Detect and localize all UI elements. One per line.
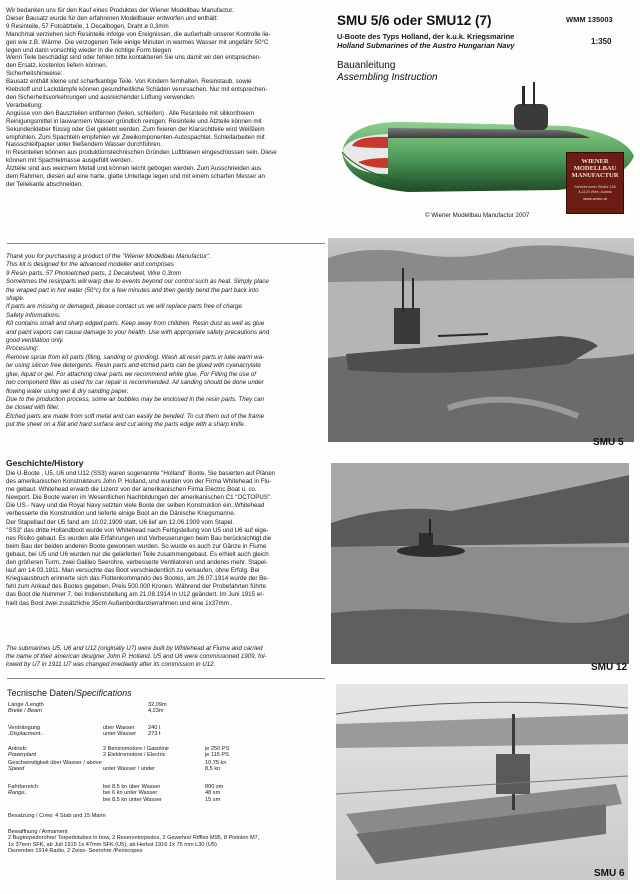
history-german: Die U-Boote , U5, U6 und U12 (SS3) waren sogenannte "Holland" Boote. Sie basierten auf Plänen des amerikanischen Konstrukteurs John P. Holland, und wurden von der Firma Whitehead in Flu- me gebaut. Whitehead erwarb die Lizenz von der amerikanischen Firma Electric Boat u. co. Newport. Die Boote waren im Wesentlichen Nachbildungen der amerikanischen C1 "OCTOPUS". Die US.- Navy und die Royal Navy setzten viele Boote der selben Konstruktion ein..Whitehead verbesserte die Konstruktion und lieferte einige Boot an die Dänische Kriegsmarine. Der Stapellauf der U5 fand am 10.02.1909 statt, U6 lief am 12.06.1909 vom Stapel. "SS3" das dritte Hollandboot wurde von Whitehead nach Fertigstellung von U5 und U6 auf eige- nes Risiko gebaut. Es wurden alle Erfahrungen und Verbesserungen beim Bau berücksichtigt die beim Bau der beiden anderen Boote gewonnen wurden. So wurde es auch zur Gänze in Fiume gebaut, bei U5 und U6 wurden nur die gelieferten Teile zusammengebaut. Es erhielt auch gleich den größeren Turm, zwei Galileo Seerohre, verbesserte Ventilatoren und anderes mehr. Stapel- lauf am 14.03.1911. Man versuchte das Boot verschiedentlich zu verkaufen, ohne Erfolg. Bei Kriegsausbruch erinnerte sich das Flottenkommando des Bootes, am 26.07.1914 wurde der Be- fehl zum Ankauf des Bootes gegeben, Preis 500.000 Kronen. Während der Probefahrten führte das Boot die Nummer 7, bei Indienststellung am 21.08.1914 in U12 geändert. Im Juni 1915 er- hielt das Boot zwei zusätzliche 35cm Außenbordlanzierrahmen und eine 1x37mm . [6,470,276,607]
tech-displacement-cond: über Wasser unter Wasser [103,725,137,738]
tech-armament: Bewaffnung / Armament 2 Bugtorpedorohre/ Torpedotubes in bow, 2 Reservetorpedos, 2 Gewehre/ Riffles M95, 8 Pistolen M7, 1x 37mm SFK, ab Juli 1915 1x 47mm SFK (U5), ab Herbst 1916 1x 75 mm L30 (U5) Dezember 1914 Radio, 2 Zeiss- Seerohre /Periscopes [8,829,260,854]
tech-powerplant-cond: 2 Benzinmotore / Gasoline 2 Elektromotore / Electric [103,746,169,759]
tech-powerplant-label: Antrieb: [8,746,28,752]
tech-beam-label: Breite / Beam [8,708,42,714]
photo-smu5-scene [328,238,634,442]
tech-displacement-value: 240 t 273 t [148,725,161,738]
tech-speed-label: Geschwindigkeit über Wasser / above [8,760,102,766]
intro-german: Wir bedanken uns für den Kauf eines Produktes der Wiener Modellbau Manufactur. Dieser Bausatz wurde für den erfahrenen Modellbauer entworfen und enthält: 9 Resinteile, 57 Fotoätzteile, 1 Decalbogen, Draht ø 0,3mm Manchmal verziehen sich Resinteile infolge von Ereignissen, die außerhalb unserer Kontrolle lie- gen wie z.B. Wärme. Die verzogenen Teile einige Minuten in warmes Wasser mit ungefähr 50°C legen und dann vorsichtig wieder in die richtige Form biegen Wenn Teile beschädigt sind oder fehlen bitte kontaktieren Sie uns damit wir den entsprechen- den Ersatz, kostenlos liefern können. Sicherheitshinweise: Bausatz enthält kleine und scharfkantige Teile. Von Kindern fernhalten. Resinstaub, sowie Klebstoff und Lackdämpfe können gesundheitliche Schäden verursachen. Nur mit entsprechen- den Sicherheitsvorkehrungen und ausreichender Lüftung verwenden. Verarbeitung: Angüsse von den Bauszteilen entfernen (feilen, schleifen) . Alle Resinteile mit silikonfreiem Reinigungsmittel in lauwarmem Wasser gründlich reinigen. Resinteile und Ätzteile können mit Sekundenkleber flüssig oder Gel geklebt werden. Zum fixieren der Klarsichtteile wird Weißleim empfohlen. Zum Spachteln empfehlen wir Zweikomponenten-Autospachtel. Schleifarbeiten mit Nassschleifpapier unter fließendem Wasser durchführen. In Resinteilen können aus produktionstechnischen Gründen Luftblasen eingeschlossen sein. Diese können mit Spachtelmasse ausgefüllt werden. Ätzteile sind aus weichem Metall und können leicht gebogen werden. Zum Ausschneiden aus dem Rahmen, diesen auf eine harte, glatte Unterlage legen und mit einem scharfen Messer an der Teilekante abschneiden. [6,7,277,188]
tech-displacement-label-en: .Displacment.. [8,731,44,737]
tech-length-label: Länge /Length [8,702,44,708]
photo-smu6 [336,684,628,880]
divider [7,243,325,244]
logo-line-3: MANUFACTUR [571,171,619,179]
photo-smu12-scene [331,463,629,664]
tech-heading [7,688,132,698]
copyright-note: © Wiener Modellbau Manufactur 2007 [425,212,530,219]
tech-powerplant-value: je 250 PS je 115 PS [205,746,230,759]
subtitle-en: Holland Submarines of the Austro Hungarian Navy [337,41,515,50]
bauanleitung-heading: Bauanleitung [337,60,396,71]
tech-displacement-label: Verdrängung [8,725,41,731]
tech-heading-en: Specifications [76,688,132,698]
kit-title: SMU 5/6 oder SMU12 (7) [337,13,492,28]
manufacturer-logo [566,152,624,214]
logo-line-2: MODELLBAU [573,164,617,172]
logo-line-1: WIENER [581,158,609,165]
photo-label-smu12: SMU 12 [591,662,628,673]
tech-range-label-en: Range.. [8,790,28,796]
intro-english: Thank you for purchasing a product of the "Wiener Modellbau Manufactur". This kit is designed for the advanced modeller and comprises 9 Resin parts, 57 Photoetched parts, 1 Decalsheet, Wire 0,3mm Sometimes the resinparts will warp due to events beyond our control such as heat. Simply place the wraped part in hot water (50°c) for a few minutes and then gently bend the part back into shape. If parts are missing or demaged, please contact us we will replace parts free of charge Safety informations: Kit contains small and sharp edged parts. Keep away from children. Resin dust as well as glue and paint vapors can cause damage to your health. Use with appropriate safety precautions and good ventilation only. Processing: Remove sprue from kit parts (filing, sanding or grinding). Wash all resin parts in luke warm wa- ter using silicon free detergents. Resin parts and etched parts can be glued with cyanacrylate glue, liquid or gel. For attaching clear parts we recommend white glue. For Filling the use of two component filler as used for car repair is recommended. All sanding should be done under flowing water using wet & dry sanding paper. Due to the production process, some air bubbles may be enclosed in the resin parts. They can be closed with filler. Etched parts are made from soft metal and can easily be bended. To cut them out of the frame put the sheet on a flat and hard surface and cut along the parts edge with a sharp knife. [6,253,270,429]
photo-label-smu6: SMU 6 [594,868,625,879]
kit-number: WMM 135003 [566,15,613,24]
logo-url: www.wmm.at [583,196,607,202]
photo-smu12 [331,463,629,664]
divider-2 [7,678,325,679]
photo-label-smu5: SMU 5 [593,437,624,448]
assembling-heading: Assembling Instruction [337,72,438,83]
tech-crew: Besatzung / Crew: 4 Stab und 15 Mann [8,813,106,819]
logo-address: Schönbrunner Straße 128 A-1120 Wien, Austria [574,185,616,194]
tech-speed-cond: unter Wasser / under [103,766,156,772]
tech-length-value: 32,09m 4,23m [148,702,167,715]
tech-range-cond: bei 8,5 kn über Wasser bei 6 kn unter Wasser bei 8,5 kn unter Wasser [103,784,162,803]
history-english: The submarines U5, U6 and U12 (originally U7) were built by Whitehead at Fiume and carried the name of their american designer John P. Holland. U5 and U6 were commissioned 1909, fol- lowed by U7 in 1911.U7 was changed imedaetly after its commission in U12. [6,645,267,669]
tech-powerplant-label-en: Powerplant [8,752,36,758]
tech-speed-label-en: Speed [8,766,25,772]
photo-smu6-scene [336,684,628,880]
scale-label: 1:350 [591,37,612,46]
tech-range-value: 800 sm 48 sm 15 sm [205,784,224,803]
photo-smu5 [328,238,634,442]
subtitle-de: U-Boote des Typs Holland, der k.u.k. Kriegsmarine [337,32,515,41]
tech-heading-de: Tecnische Daten/ [7,688,77,698]
tech-range-label: Fahrbereich [8,784,38,790]
tech-speed-value: 10,75 kn 8,5 kn [205,760,227,773]
history-heading: Geschichte/History [6,458,84,468]
